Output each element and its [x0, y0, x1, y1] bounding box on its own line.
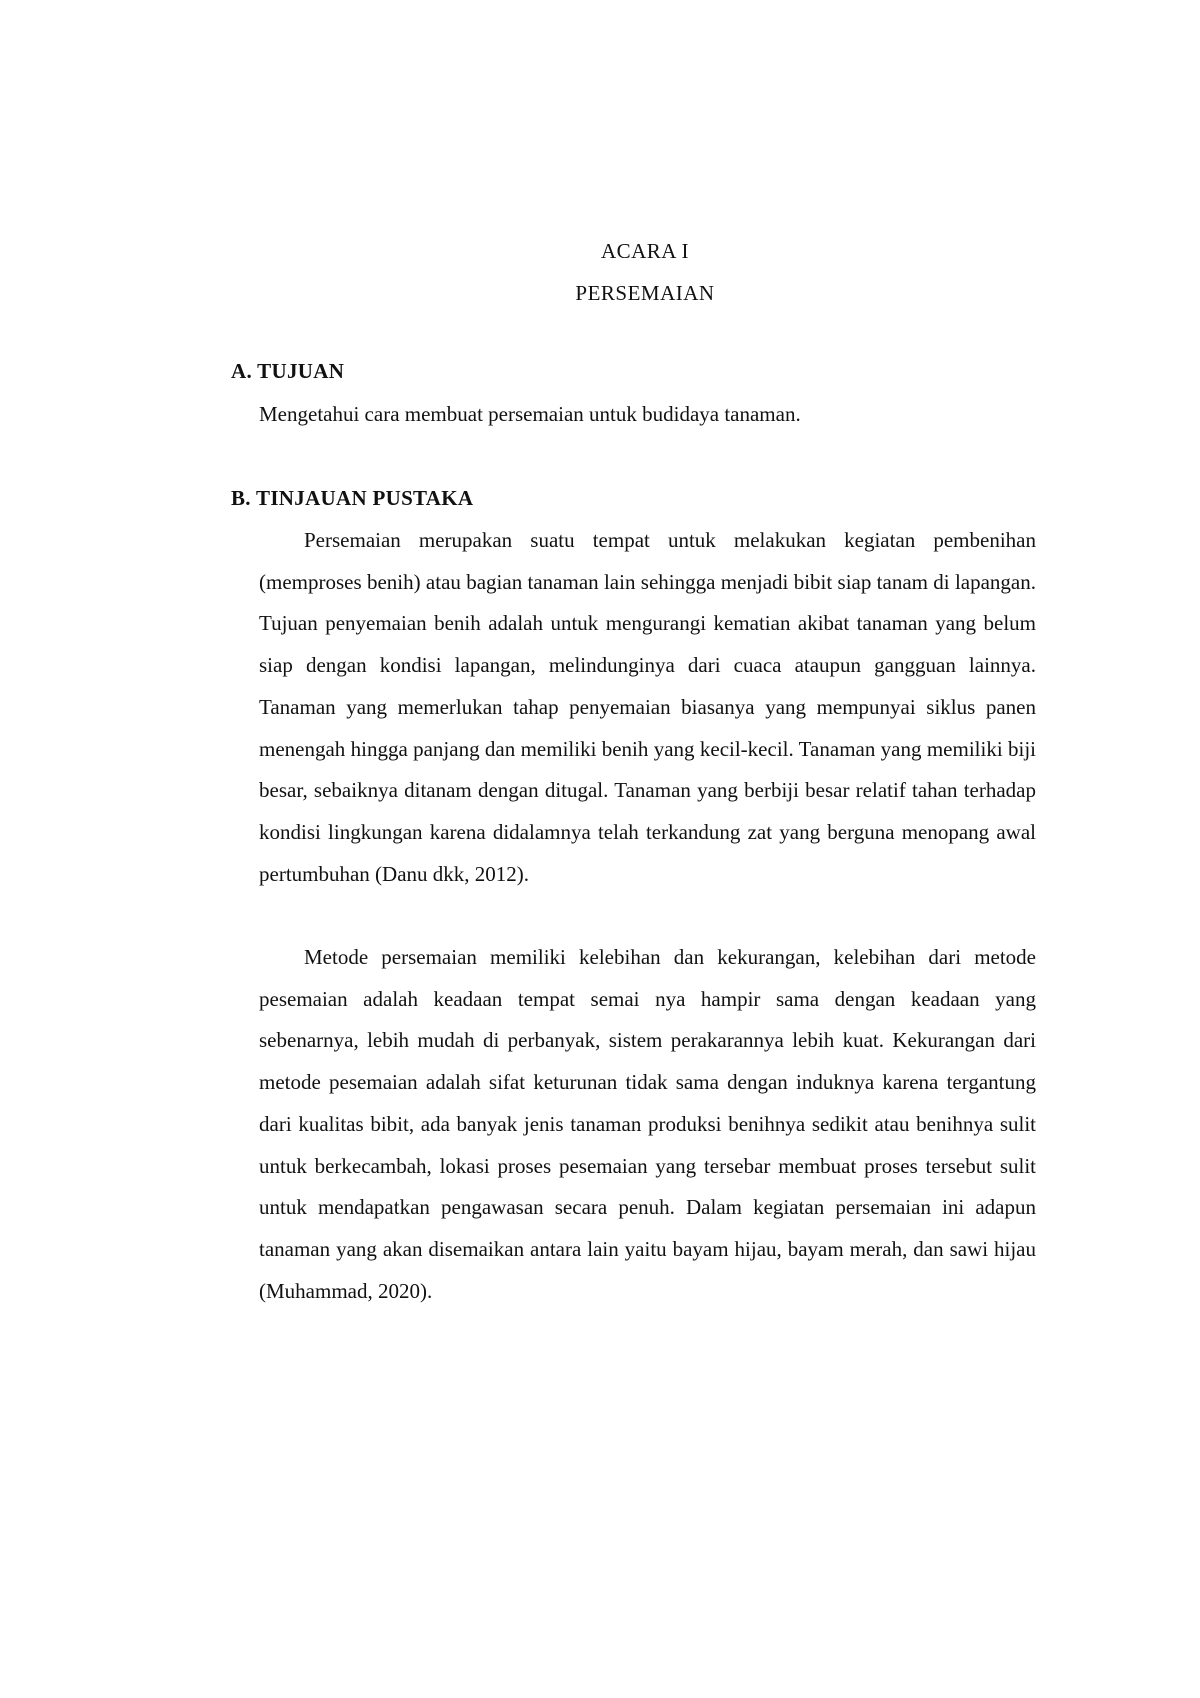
section-a-heading: A. TUJUAN: [231, 359, 345, 383]
document-title-block: [0, 230, 1200, 314]
section-b-heading: B. TINJAUAN PUSTAKA: [231, 486, 474, 510]
document-title: ACARA I: [600, 239, 690, 263]
section-a-text: Mengetahui cara membuat persemaian untuk budidaya tanaman.: [259, 402, 801, 426]
section-b-paragraph: Metode persemaian memiliki kelebihan dan kekurangan, kelebihan dari metode pesemaian adalah keadaan tempat semai nya hampir sama dengan keadaan yang sebenarnya, lebih mudah di perbanyak, sistem perakarannya lebih kuat. Kekurangan dari metode pesemaian adalah sifat keturunan tidak sama dengan induknya karena tergantung dari kualitas bibit, ada banyak jenis tanaman produksi benihnya sedikit atau benihnya sulit untuk berkecambah, lokasi proses pesemaian yang tersebar membuat proses tersebut sulit untuk mendapatkan pengawasan secara penuh. Dalam kegiatan persemaian ini adapun tanaman yang akan disemaikan antara lain yaitu bayam hijau, bayam merah, dan sawi hijau (Muhammad, 2020).: [259, 945, 1036, 1303]
document-subtitle: PERSEMAIAN: [575, 281, 715, 305]
section-b-paragraph: Persemaian merupakan suatu tempat untuk melakukan kegiatan pembenihan (memproses benih) atau bagian tanaman lain sehingga menjadi bibit siap tanam di lapangan. Tujuan penyemaian benih adalah untuk mengurangi kematian akibat tanaman yang belum siap dengan kondisi lapangan, melindunginya dari cuaca ataupun gangguan lainnya. Tanaman yang memerlukan tahap penyemaian biasanya yang mempunyai siklus panen menengah hingga panjang dan memiliki benih yang kecil-kecil. Tanaman yang memiliki biji besar, sebaiknya ditanam dengan ditugal. Tanaman yang berbiji besar relatif tahan terhadap kondisi lingkungan karena didalamnya telah terkandung zat yang berguna menopang awal pertumbuhan (Danu dkk, 2012).: [259, 528, 1036, 886]
